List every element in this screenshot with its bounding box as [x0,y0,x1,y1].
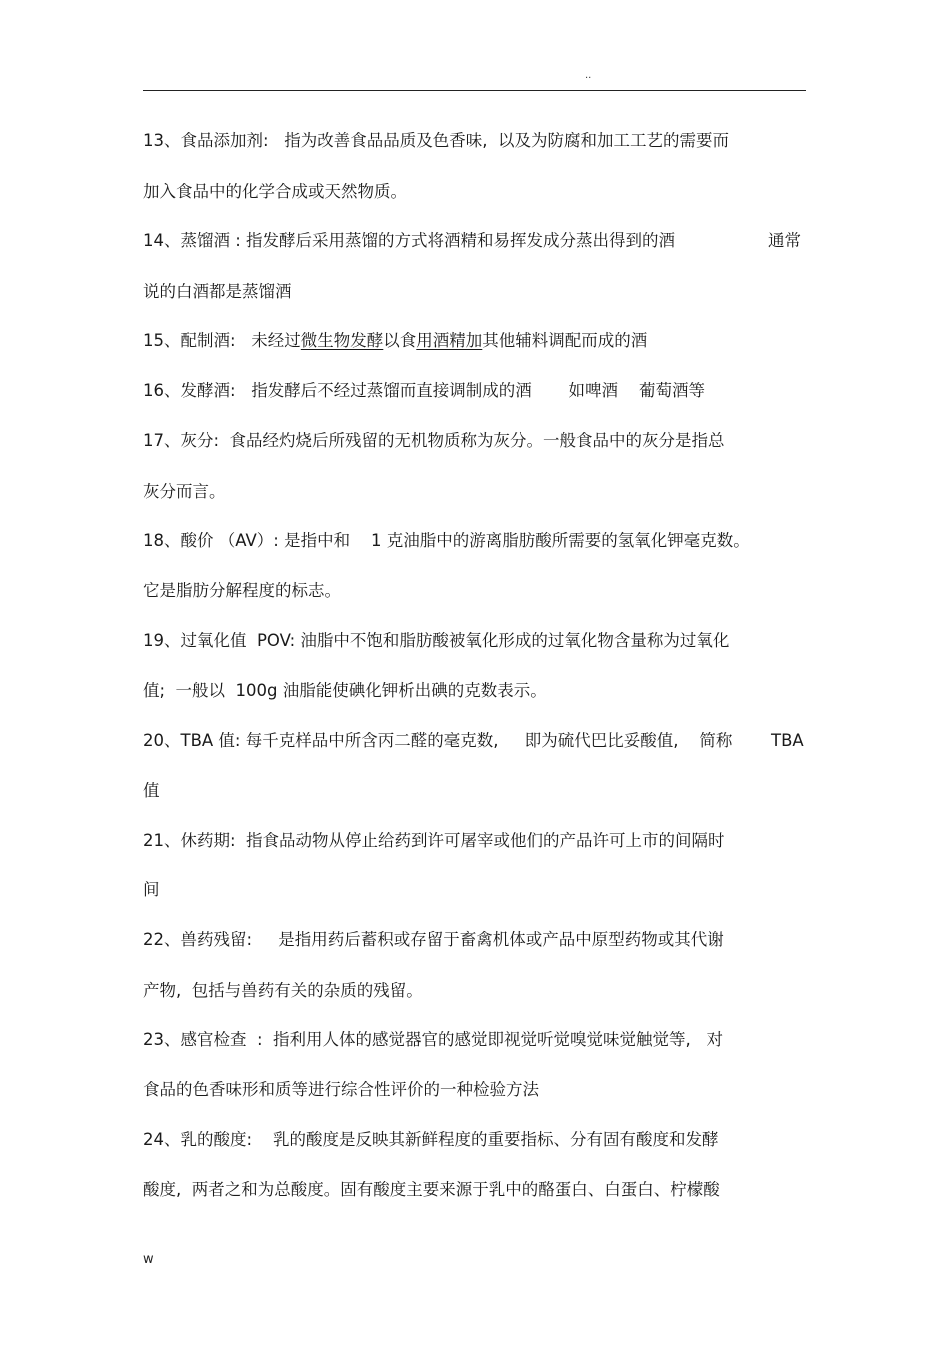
entry-14-line-2: 说的白酒都是蒸馏酒 [143,282,292,301]
footer-mark: w [143,1252,154,1267]
entry-19-line-2: 值; 一般以 100g 油脂能使碘化钾析出碘的克数表示。 [143,681,547,700]
entry-15-line-1 [143,331,647,351]
entry-18-line-2: 它是脂肪分解程度的标志。 [143,581,341,600]
entry-15-prefix: 15、配制酒: 未经过 [143,331,301,350]
entry-20-line-1-tail: TBA [771,731,804,750]
entry-16-line-1: 16、发酵酒: 指发酵后不经过蒸馏而直接调制成的酒 如啤酒 葡萄酒等 [143,381,705,400]
entry-15-underlined-1: 微生物发酵 [300,331,384,350]
entry-21-line-1: 21、休药期: 指食品动物从停止给药到许可屠宰或他们的产品许可上市的间隔时 [143,831,725,850]
entry-23-line-2: 食品的色香味形和质等进行综合性评价的一种检验方法 [143,1080,539,1099]
entry-13-line-1: 13、食品添加剂: 指为改善食品品质及色香味, 以及为防腐和加工工艺的需要而 [143,131,730,150]
header-mark: .. [585,70,592,81]
entry-14-line-1: 14、蒸馏酒 : 指发酵后采用蒸馏的方式将酒精和易挥发成分蒸出得到的酒 [143,231,676,250]
entry-19-line-1: 19、过氧化值 POV: 油脂中不饱和脂肪酸被氧化形成的过氧化物含量称为过氧化 [143,631,730,650]
entry-15-middle: 以食 [383,331,417,350]
entry-23-line-1: 23、感官检查 : 指利用人体的感觉器官的感觉即视觉听觉嗅觉味觉触觉等, 对 [143,1030,724,1049]
entry-21-line-2: 间 [143,880,160,899]
header-rule [143,90,806,91]
entry-15-underlined-2: 用酒精加 [416,331,483,350]
entry-18-line-1: 18、酸价 （AV）: 是指中和 1 克油脂中的游离脂肪酸所需要的氢氧化钾毫克数。 [143,531,750,550]
entry-17-line-2: 灰分而言。 [143,482,226,501]
entry-20-line-2: 值 [143,781,160,800]
entry-17-line-1: 17、灰分: 食品经灼烧后所残留的无机物质称为灰分。一般食品中的灰分是指总 [143,431,725,450]
entry-24-line-1: 24、乳的酸度: 乳的酸度是反映其新鲜程度的重要指标、分有固有酸度和发酵 [143,1130,719,1149]
entry-22-line-1: 22、兽药残留: 是指用药后蓄积或存留于畜禽机体或产品中原型药物或其代谢 [143,930,724,949]
entry-24-line-2: 酸度, 两者之和为总酸度。固有酸度主要来源于乳中的酪蛋白、白蛋白、柠檬酸 [143,1180,720,1199]
entry-15-suffix: 其他辅料调配而成的酒 [482,331,648,350]
entry-20-line-1: 20、TBA 值: 每千克样品中所含丙二醛的毫克数, 即为硫代巴比妥酸值, 简称 [143,731,733,750]
entry-14-line-1-tail: 通常 [768,231,801,250]
entry-13-line-2: 加入食品中的化学合成或天然物质。 [143,182,407,201]
entry-22-line-2: 产物, 包括与兽药有关的杂质的残留。 [143,981,423,1000]
